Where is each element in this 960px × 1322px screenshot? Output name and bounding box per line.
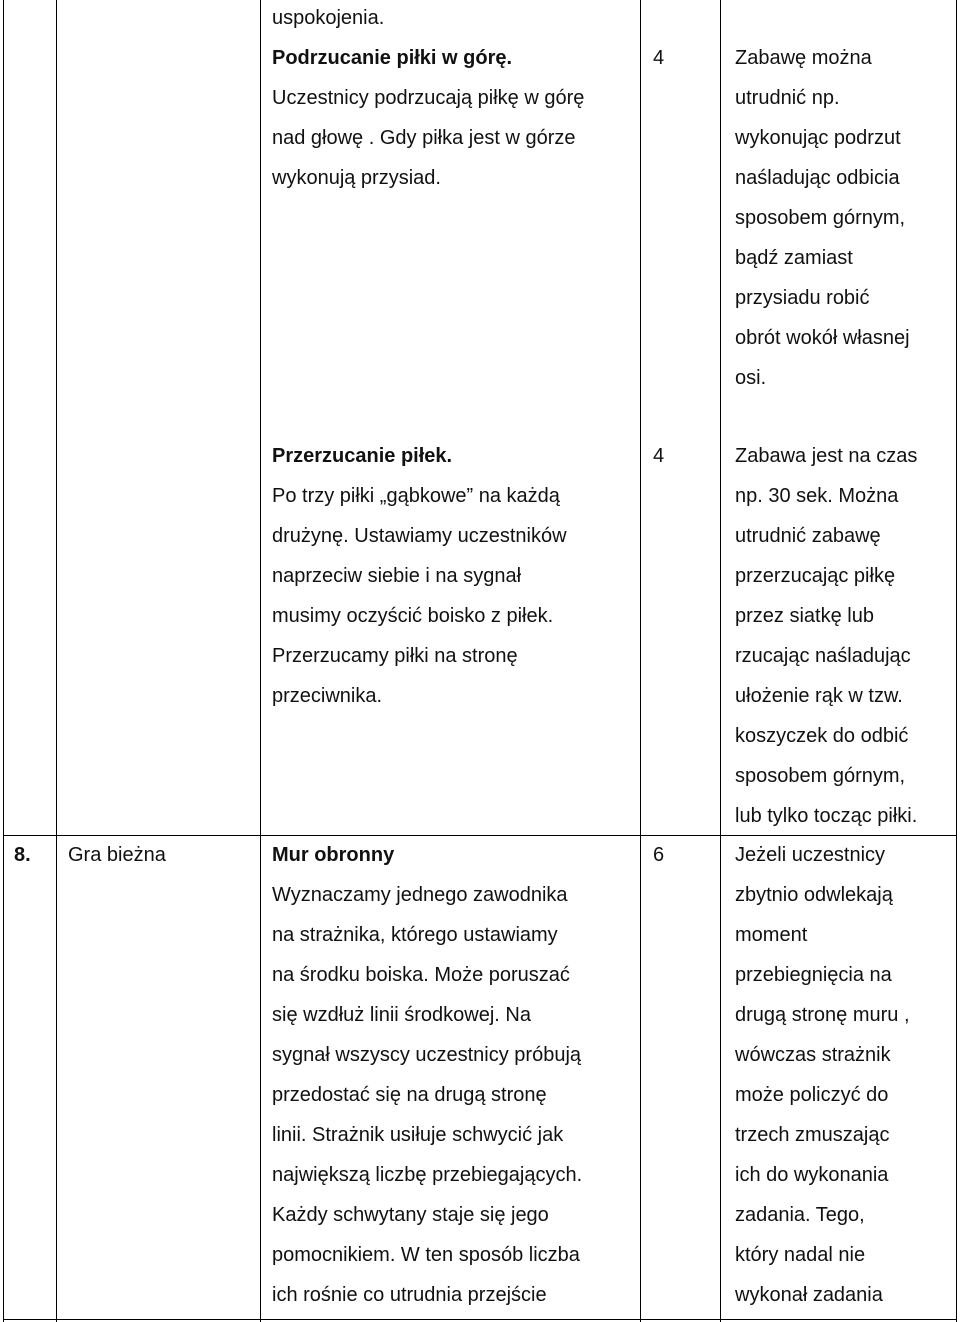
row3-description: Wyznaczamy jednego zawodnika na strażnika, którego ustawiamy na środku boiska. Może poruszać się wzdłuż linii środkowej. Na sygnał wszyscy uczestnicy próbują przedostać się na drugą stronę linii. Strażnik usiłuje schwycić jak największą liczbę przebiegających. Każdy schwytany staje się jego pomocnikiem. W ten sposób liczba ich rośnie co utrudnia przejście	[272, 884, 583, 1306]
row3-remarks: Jeżeli uczestnicy zbytnio odwlekają moment przebiegnięcia na drugą stronę muru , wówczas strażnik może policzyć do trzech zmuszając ich do wykonania zadania. Tego, który nadal nie wykonał zadania	[735, 844, 910, 1306]
row3-count: 6	[653, 844, 665, 866]
row3-title: Mur obronny	[272, 844, 395, 866]
row2-title: Przerzucanie piłek.	[272, 445, 453, 467]
row2-remarks: Zabawa jest na czas np. 30 sek. Można utrudnić zabawę przerzucając piłkę przez siatkę lub rzucając naśladując ułożenie rąk w tzw. koszyczek do odbić sposobem górnym, lub tylko tocząc piłki.	[735, 445, 918, 827]
row2-count: 4	[653, 445, 665, 467]
table-border-bottom	[3, 1319, 957, 1320]
table-col-divider-2	[260, 0, 261, 1322]
row1-remarks: Zabawę można utrudnić np. wykonując podrzut naśladując odbicia sposobem górnym, bądź zamiast przysiadu robić obrót wokół własnej osi.	[735, 47, 910, 389]
row1-intro: uspokojenia.	[272, 7, 385, 29]
row3-name: Gra bieżna	[68, 844, 166, 866]
table-border-right	[956, 0, 957, 1322]
table-border-left	[3, 0, 4, 1322]
row1-title: Podrzucanie piłki w górę.	[272, 47, 513, 69]
row2-description: Po trzy piłki „gąbkowe” na każdą drużynę. Ustawiamy uczestników naprzeciw siebie i na sygnał musimy oczyścić boisko z piłek. Przerzucamy piłki na stronę przeciwnika.	[272, 485, 567, 707]
row3-number: 8.	[14, 844, 31, 866]
table-col-divider-4	[720, 0, 721, 1322]
row1-description: Uczestnicy podrzucają piłkę w górę nad głowę . Gdy piłka jest w górze wykonują przysiad.	[272, 87, 585, 189]
table-col-divider-3	[640, 0, 641, 1322]
row1-count: 4	[653, 47, 665, 69]
table-col-divider-1	[56, 0, 57, 1322]
